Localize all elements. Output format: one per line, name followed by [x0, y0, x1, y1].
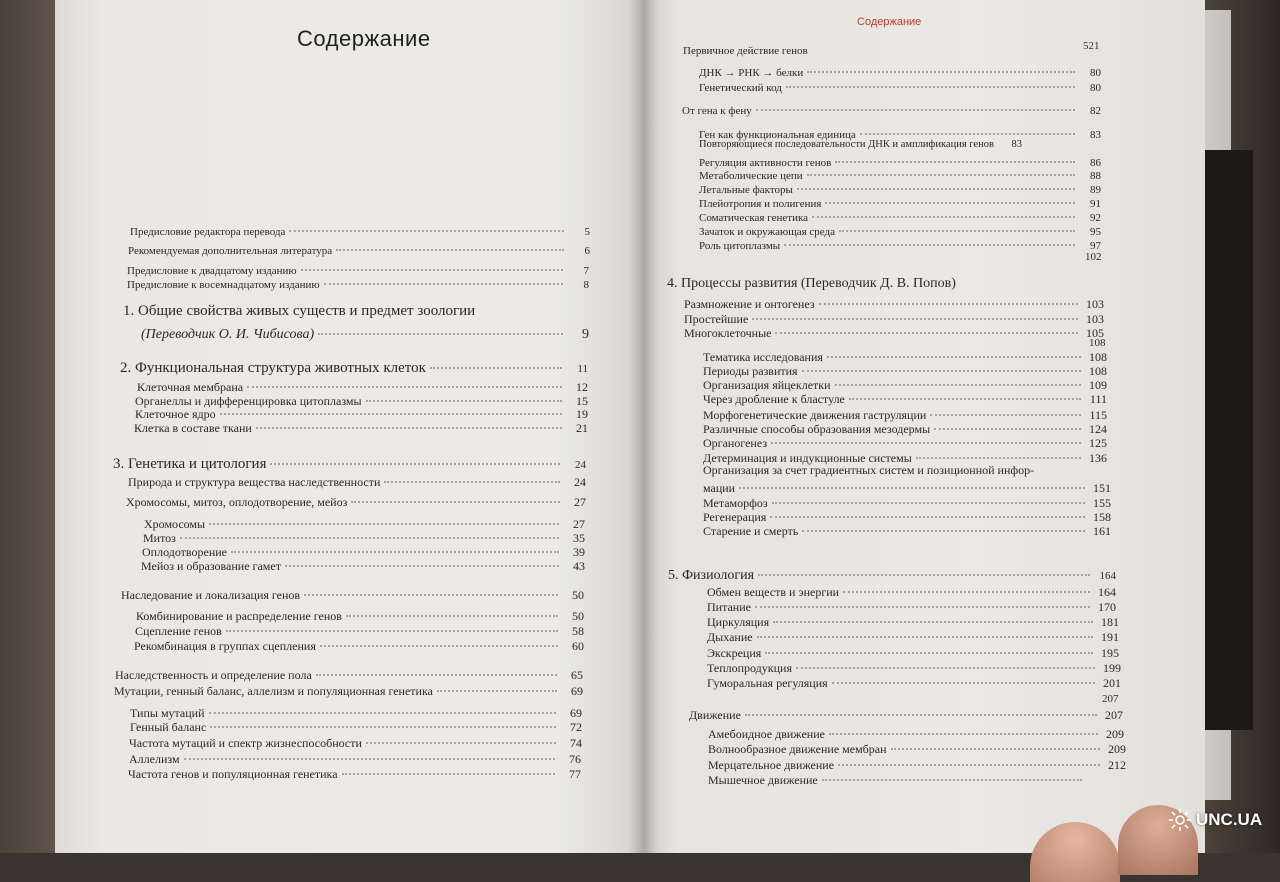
toc-entry: Движение 207 [689, 705, 1123, 723]
page-number: 521 [1083, 40, 1100, 52]
toc-entry: Хромосомы 27 [144, 514, 585, 532]
page-ref: 108 [1089, 337, 1106, 349]
toc-entry: Повторяющиеся последовательности ДНК и амплификация генов 83 [699, 139, 1022, 150]
toc-entry: Первичное действие генов [683, 45, 808, 57]
toc-entry: Рекомендуемая дополнительная литература 6 [128, 241, 590, 257]
toc-entry: Периоды развития 108 [703, 361, 1107, 379]
chapter-heading: 2. Функциональная структура животных клеток 11 [120, 355, 588, 377]
toc-entry: Мерцательное движение 212 [708, 755, 1126, 773]
toc-entry: Комбинирование и распределение генов 50 [136, 606, 584, 624]
toc-entry: Летальные факторы 89 [699, 180, 1101, 196]
page-ref: 207 [1102, 693, 1119, 705]
toc-entry: Мутации, генный баланс, аллелизм и популяционная генетика 69 [114, 681, 583, 699]
toc-entry: Организация за счет градиентных систем и позиционной инфор- [703, 463, 1035, 477]
toc-entry: Генетический код 80 [699, 78, 1101, 94]
toc-entry: Предисловие к двадцатому изданию 7 [127, 261, 589, 277]
toc-entry: Наследование и локализация генов 50 [121, 585, 584, 603]
toc-entry: Роль цитоплазмы 97 [699, 236, 1101, 252]
watermark [1168, 800, 1278, 840]
toc-entry: Простейшие 103 [684, 309, 1104, 327]
toc-entry: Оплодотворение 39 [142, 542, 585, 560]
toc-entry: Детерминация и индукционные системы 136 [703, 448, 1107, 466]
toc-entry: Регуляция активности генов 86 [699, 153, 1101, 169]
toc-entry: Плейотропия и полигения 91 [699, 194, 1101, 210]
toc-entry: Регенерация 158 [703, 507, 1111, 525]
toc-entry: Рекомбинация в группах сцепления 60 [134, 636, 584, 654]
toc-entry: Обмен веществ и энергии 164 [707, 582, 1116, 600]
toc-entry: Амебоидное движение 209 [708, 724, 1124, 742]
toc-entry: Генный баланс 72 [130, 717, 582, 735]
toc-entry: Зачаток и окружающая среда 95 [699, 222, 1101, 238]
toc-entry: Аллелизм 76 [129, 749, 581, 767]
toc-entry: Дыхание 191 [707, 627, 1119, 645]
toc-entry: Многоклеточные 105 [684, 323, 1104, 341]
toc-entry: Клеточная мембрана 12 [137, 377, 588, 395]
toc-entry: Сцепление генов 58 [135, 621, 584, 639]
toc-entry: Морфогенетические движения гаструляции 115 [703, 405, 1107, 423]
toc-entry: Теплопродукция 199 [707, 658, 1121, 676]
toc-entry: Волнообразное движение мембран 209 [708, 739, 1126, 757]
chapter-heading: 3. Генетика и цитология 24 [113, 451, 586, 473]
toc-entry: ДНК → РНК → белки 80 [699, 63, 1101, 79]
sun-icon [1168, 808, 1192, 832]
toc-entry: Метаморфоз 155 [703, 493, 1111, 511]
toc-entry: Органеллы и дифференцировка цитоплазмы 15 [135, 391, 588, 409]
toc-entry: Предисловие редактора перевода 5 [130, 222, 590, 238]
book-gutter [628, 0, 658, 853]
toc-entry: Наследственность и определение пола 65 [115, 665, 583, 683]
toc-entry: Метаболические цепи 88 [699, 166, 1101, 182]
running-head: Содержание [857, 16, 922, 28]
toc-entry: мации 151 [703, 478, 1111, 496]
toc-entry: Гуморальная регуляция 201 [707, 673, 1121, 691]
page-ref: 102 [1085, 251, 1102, 263]
watermark-text: UNC.UA [1196, 810, 1263, 829]
toc-entry: Экскреция 195 [707, 643, 1119, 661]
chapter-heading: 4. Процессы развития (Переводчик Д. В. Попов) [667, 276, 956, 291]
toc-entry: Частота генов и популяционная генетика 77 [128, 764, 581, 782]
toc-entry: Размножение и онтогенез 103 [684, 294, 1104, 312]
toc-entry: Предисловие к восемнадцатому изданию 8 [127, 275, 589, 291]
toc-entry: Клетка в составе ткани 21 [134, 418, 588, 436]
toc-entry: Питание 170 [707, 597, 1116, 615]
toc-entry: Старение и смерть 161 [703, 521, 1111, 539]
chapter-heading: 1. Общие свойства живых существ и предмет зоологии [123, 303, 476, 319]
toc-entry: Циркуляция 181 [707, 612, 1119, 630]
toc-entry: (Переводчик О. И. Чибисова) 9 [141, 322, 589, 343]
toc-entry: Природа и структура вещества наследственности 24 [128, 472, 586, 490]
toc-entry: Типы мутаций 69 [130, 703, 582, 721]
toc-entry: Клеточное ядро 19 [135, 404, 588, 422]
toc-entry: Организация яйцеклетки 109 [703, 375, 1107, 393]
toc-entry: Ген как функциональная единица 83 [699, 125, 1101, 141]
toc-entry: Соматическая генетика 92 [699, 208, 1101, 224]
toc-entry: Через дробление к бластуле 111 [703, 389, 1107, 407]
toc-entry: Различные способы образования мезодермы 124 [703, 419, 1107, 437]
toc-entry: Мышечное движение [708, 770, 1108, 788]
toc-entry: Органогенез 125 [703, 433, 1107, 451]
page-title: Содержание [297, 26, 431, 51]
finger [1030, 822, 1120, 882]
toc-entry: Тематика исследования 108 [703, 347, 1107, 365]
book-cover-edge [1205, 150, 1253, 730]
toc-entry: Митоз 35 [143, 528, 585, 546]
toc-entry: Частота мутаций и спектр жизнеспособности 74 [129, 733, 582, 751]
chapter-heading: 5. Физиология 164 [668, 563, 1116, 584]
toc-entry: От гена к фену 82 [682, 101, 1101, 117]
toc-entry: Хромосомы, митоз, оплодотворение, мейоз 27 [126, 492, 586, 510]
toc-entry: Мейоз и образование гамет 43 [141, 556, 585, 574]
